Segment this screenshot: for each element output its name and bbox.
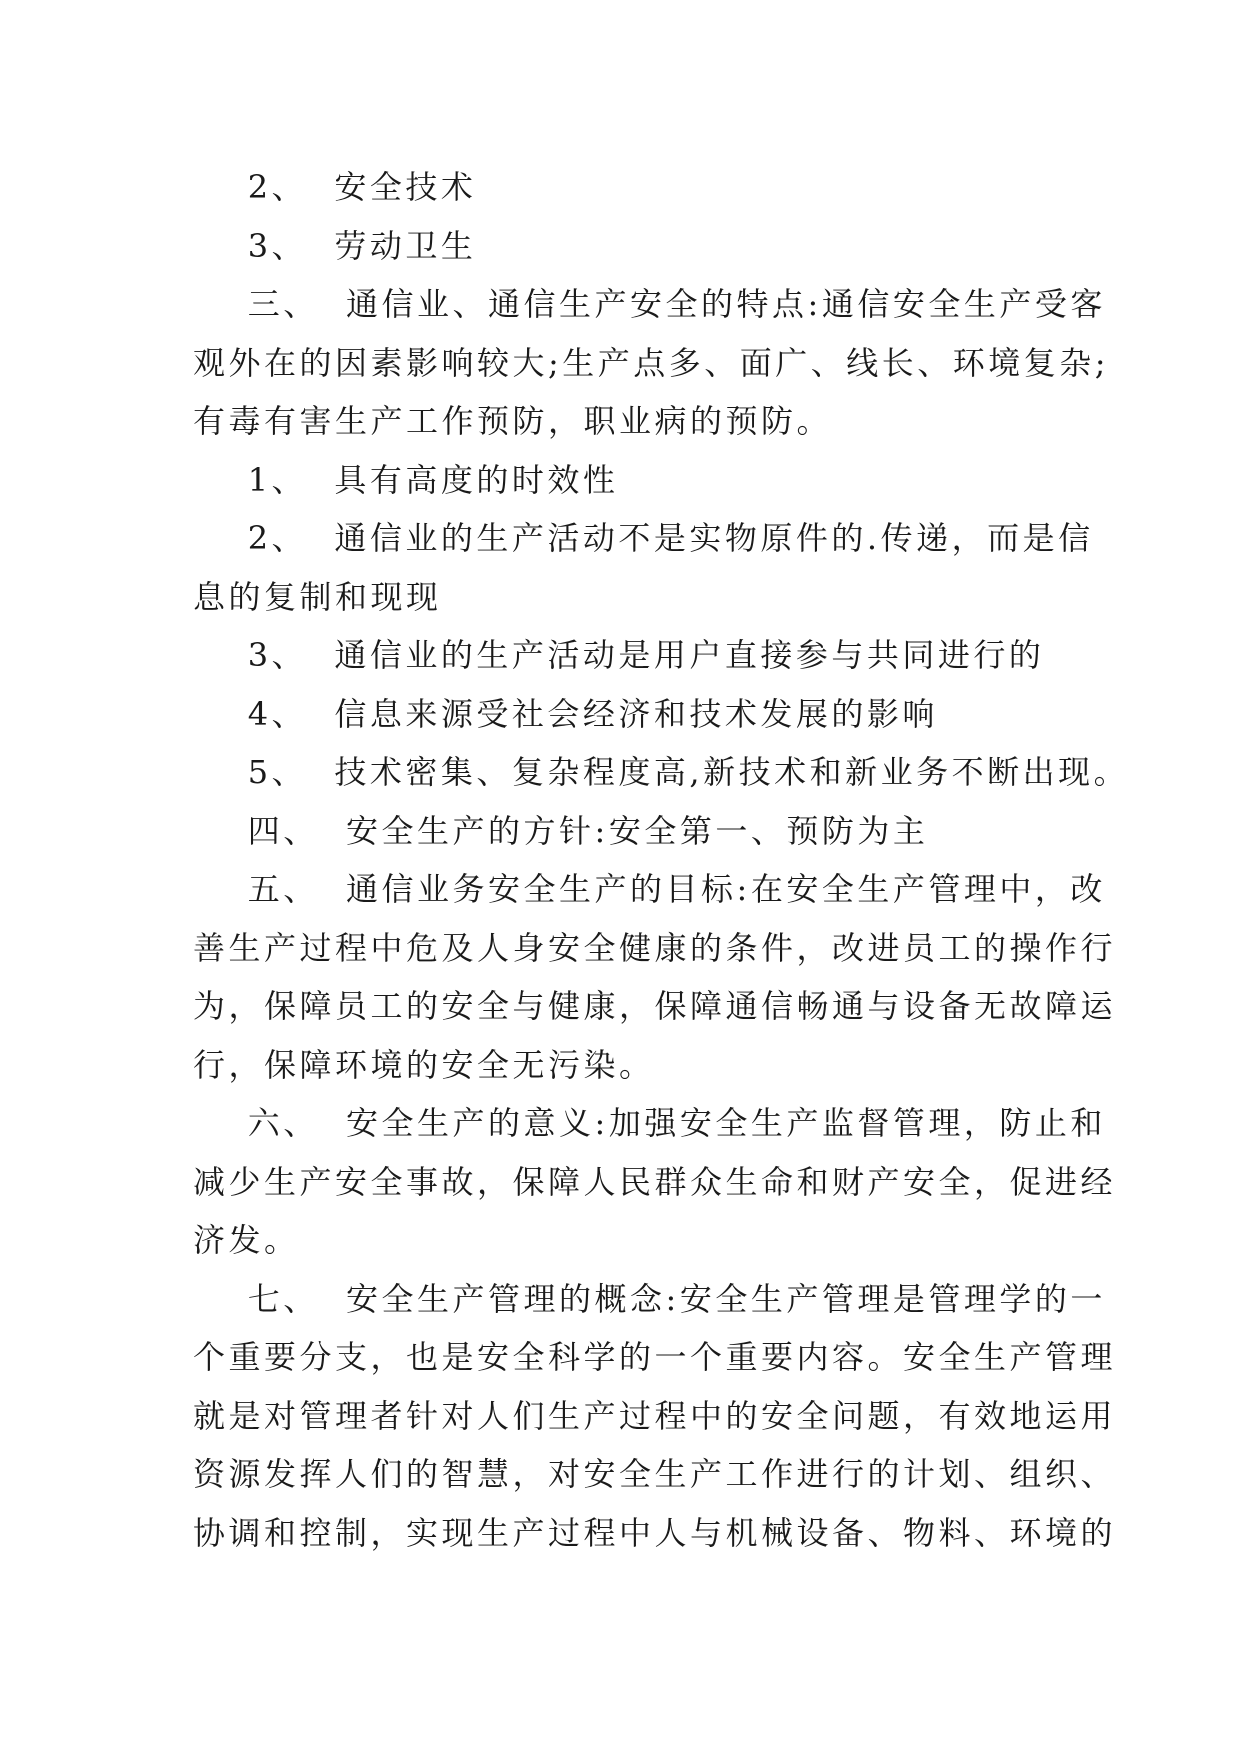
text-line: 3、 通信业的生产活动是用户直接参与共同进行的 [193, 636, 1045, 674]
text-line: 观外在的因素影响较大;生产点多、面广、线长、环境复杂; [193, 343, 1110, 382]
text-line: 有毒有害生产工作预防，职业病的预防。 [193, 402, 833, 440]
text-line: 息的复制和现现 [193, 577, 442, 616]
text-line: 资源发挥人们的智慧，对安全生产工作进行的计划、组织、 [193, 1455, 1117, 1493]
text-line: 五、 通信业务安全生产的目标:在安全生产管理中，改 [193, 870, 1106, 908]
paragraph [193, 1270, 1117, 1563]
paragraph [193, 860, 1117, 1094]
text-line: 善生产过程中危及人身安全健康的条件，改进员工的操作行 [193, 928, 1117, 967]
document-body [193, 158, 1130, 1562]
text-line: 为，保障员工的安全与健康，保障通信畅通与设备无故障运 [193, 987, 1117, 1025]
text-line: 个重要分支，也是安全科学的一个重要内容。安全生产管理 [193, 1338, 1117, 1376]
text-line: 2、 通信业的生产活动不是实物原件的.传递，而是信 [193, 519, 1094, 557]
text-line: 3、 劳动卫生 [193, 226, 477, 265]
text-line: 就是对管理者针对人们生产过程中的安全问题，有效地运用 [193, 1396, 1117, 1435]
text-line: 2、 安全技术 [193, 168, 477, 206]
text-line: 4、 信息来源受社会经济和技术发展的影响 [193, 694, 938, 733]
paragraph [193, 685, 1073, 744]
paragraph [193, 743, 1130, 802]
text-line: 协调和控制，实现生产过程中人与机械设备、物料、环境的 [193, 1513, 1117, 1552]
text-line: 5、 技术密集、复杂程度高,新技术和新业务不断出现。 [193, 753, 1130, 791]
text-line: 四、 安全生产的方针:安全第一、预防为主 [193, 811, 929, 850]
paragraph [193, 1094, 1117, 1270]
text-line: 1、 具有高度的时效性 [193, 460, 619, 499]
paragraph [193, 509, 1094, 626]
text-line: 济发。 [193, 1221, 300, 1259]
paragraph [193, 275, 1110, 451]
text-line: 行，保障环境的安全无污染。 [193, 1045, 655, 1084]
paragraph [193, 217, 1073, 276]
paragraph [193, 451, 1073, 510]
paragraph [193, 158, 1073, 217]
text-line: 三、 通信业、通信生产安全的特点:通信安全生产受客 [193, 285, 1106, 323]
text-line: 减少生产安全事故，保障人民群众生命和财产安全，促进经 [193, 1162, 1117, 1201]
paragraph [193, 626, 1073, 685]
text-line: 六、 安全生产的意义:加强安全生产监督管理，防止和 [193, 1104, 1106, 1142]
text-line: 七、 安全生产管理的概念:安全生产管理是管理学的一 [193, 1279, 1106, 1318]
paragraph [193, 802, 1073, 861]
